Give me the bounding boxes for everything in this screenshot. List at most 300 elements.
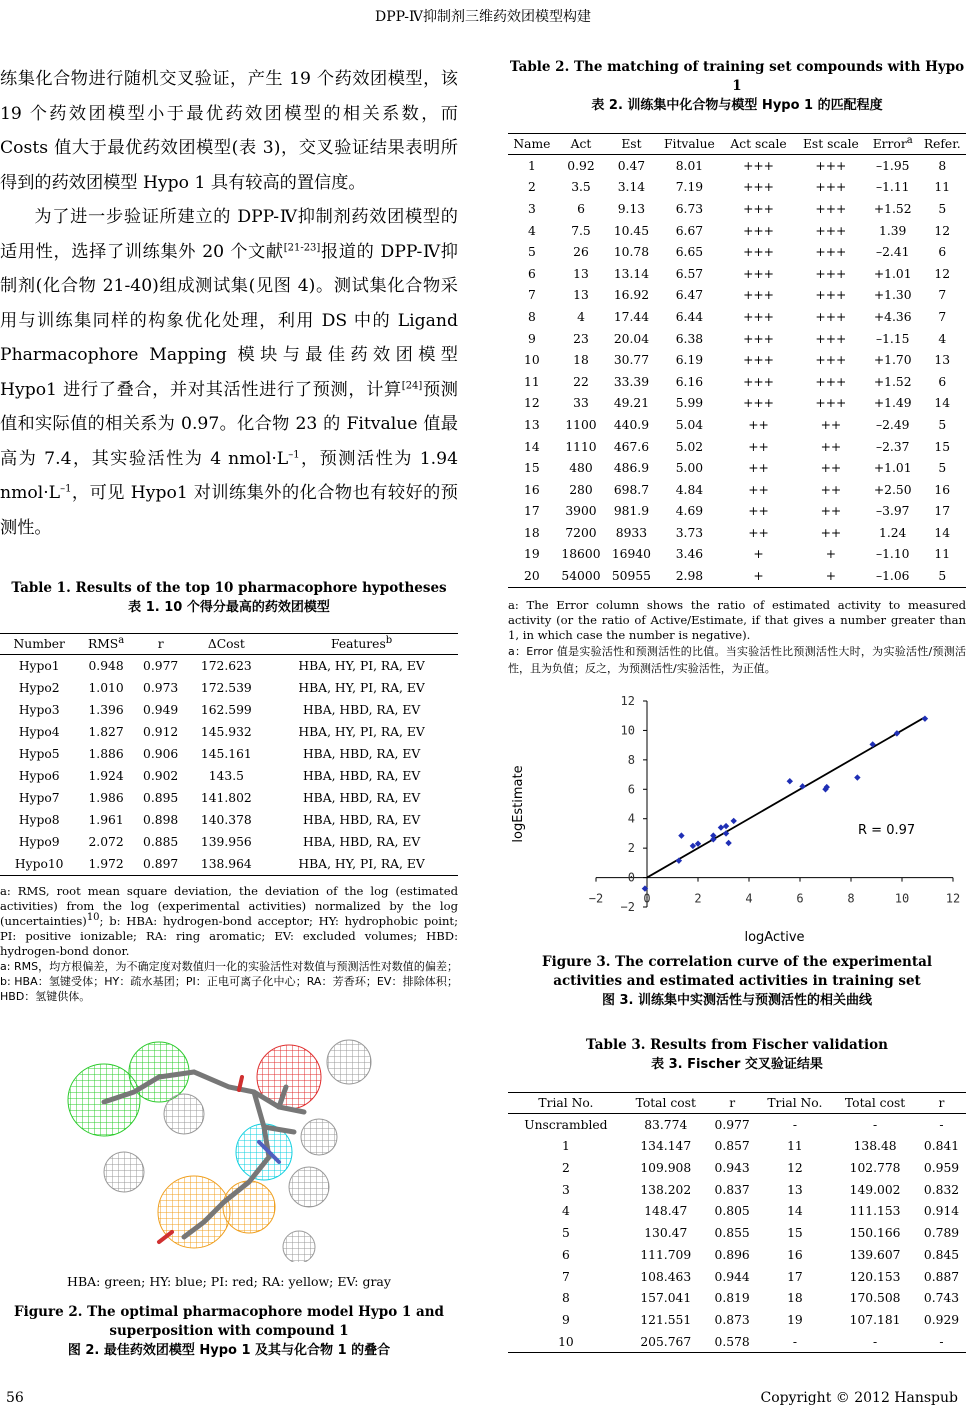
table-cell: 6.16 (675, 374, 704, 389)
table-cell: + (795, 565, 867, 587)
table-cell: +++ (743, 309, 774, 324)
table-row (508, 1157, 966, 1179)
table-cell: 172.539 (200, 681, 252, 695)
table1-note-en-a: a: RMS, root mean square deviation, the deviation of the log (estimated activities) from the log (experimental activities) normalized by the log (uncertainties) (0, 884, 458, 928)
table-cell: 981.9 (613, 504, 650, 519)
table-cell: 16.92 (613, 288, 650, 303)
table-cell: 102.778 (849, 1161, 901, 1176)
table-cell: Unscrambled (524, 1117, 608, 1132)
table-row (508, 285, 966, 307)
paragraph-2 (0, 200, 458, 545)
table-row (0, 743, 458, 765)
table-row (508, 544, 966, 566)
table-cell: 2.072 (88, 835, 124, 849)
data-point (922, 715, 928, 721)
figure3-caption-en: Figure 3. The correlation curve of the experimental activities and estimated activities in training set (542, 953, 932, 989)
table-cell: 5 (938, 201, 947, 216)
table-cell: 0.743 (923, 1291, 960, 1306)
table-cell: 10.45 (613, 223, 650, 238)
table-cell: 1.39 (879, 223, 907, 238)
table-cell: 23 (573, 331, 589, 346)
para2-text-b: 报道的 DPP-Ⅳ抑制剂(化合物 21-40)组成测试集(见图 4)。测试集化合物采用与训练集同样的构象优化处理，利用 DS 中的 Ligand Pharmacophore Mapping 模块与最佳药效团模型 Hypo1 进行了叠合，并对其活性进行了预测，计算 (0, 241, 458, 400)
table-cell: 157.041 (640, 1291, 692, 1306)
table-cell: +++ (815, 180, 847, 195)
table-cell: 17 (934, 504, 951, 519)
table-cell: 17 (787, 1269, 803, 1284)
table2-caption (508, 58, 966, 115)
table-cell: 6.57 (675, 266, 704, 281)
x-tick-label: 12 (945, 891, 961, 906)
table-row (508, 1244, 966, 1266)
table-cell: HBA, HBD, RA, EV (302, 813, 421, 827)
table-cell: 14 (934, 525, 951, 540)
table-cell: - (917, 1331, 966, 1353)
table-cell: 18 (573, 353, 589, 368)
table-cell: 172.623 (200, 659, 252, 673)
citation-24: [24] (401, 379, 423, 391)
table-cell: ++ (820, 461, 842, 476)
data-point (731, 818, 737, 824)
t2-header-label: Act scale (730, 137, 787, 151)
table-cell: ++ (748, 439, 769, 454)
right-column (508, 50, 966, 1353)
table-cell: 10 (524, 353, 540, 368)
table-cell: +++ (815, 223, 847, 238)
table-cell: 6 (527, 266, 536, 281)
t3-header-label: Trial No. (538, 1095, 594, 1110)
data-point (854, 774, 860, 780)
table-row (508, 328, 966, 350)
y-tick-label: 0 (627, 870, 635, 885)
table-cell: 0.977 (143, 659, 179, 673)
table1-caption-en: Table 1. Results of the top 10 pharmacophore hypotheses (11, 580, 447, 596)
data-point (787, 778, 793, 784)
table-cell: 170.508 (849, 1291, 901, 1306)
table-cell: +++ (815, 374, 847, 389)
table-cell: 50955 (606, 565, 656, 587)
table-cell: 26 (573, 245, 589, 260)
table-cell: 11 (787, 1139, 803, 1154)
table-cell: - (792, 1117, 797, 1132)
t2-header-3 (657, 134, 723, 155)
table-cell: 16940 (611, 547, 651, 562)
table-cell: 6 (938, 245, 947, 260)
table-cell: 13 (573, 288, 589, 303)
table-cell: +++ (743, 331, 774, 346)
table-cell: 3900 (565, 504, 597, 519)
table-cell: 5.00 (675, 461, 704, 476)
t2-header-label: Est scale (802, 137, 859, 151)
table-cell: HBA, HY, PI, RA, EV (298, 681, 425, 695)
table-cell: + (825, 547, 837, 562)
table-row (508, 1266, 966, 1288)
t1-header-label: RMS (87, 637, 119, 651)
table-cell: 149.002 (849, 1182, 901, 1197)
table-cell: HBA, HBD, RA, EV (302, 703, 421, 717)
table-row (508, 1309, 966, 1331)
t3-header-2 (708, 1092, 757, 1113)
table-cell: 7 (938, 309, 947, 324)
table1 (0, 633, 458, 876)
table-cell: HBA, HY, PI, RA, EV (298, 725, 425, 739)
table-row (0, 831, 458, 853)
paragraph-1: 练集化合物进行随机交叉验证，产生 19 个药效团模型，该 19 个药效团模型小于最优药效团模型的相关系数，而 Costs 值大于最优药效团模型(表 3)，交叉验证结果表明所得到的药效团模型 Hypo 1 具有较高的置信度。 (0, 69, 458, 193)
table-cell: 145.932 (200, 725, 252, 739)
table-cell: 12 (934, 266, 951, 281)
table-row (0, 677, 458, 699)
table-cell: 13 (787, 1182, 803, 1197)
table-cell: 6.73 (675, 201, 704, 216)
table-cell: 5 (938, 417, 947, 432)
page-number: 56 (6, 1390, 24, 1406)
t1-header-1 (78, 634, 133, 655)
table-row (508, 263, 966, 285)
table1-note-en-b: ; b: HBA: hydrogen-bond acceptor; HY: hydrophobic point; PI: positive ionizable; RA: ring aromatic; EV: excluded volumes; HBD: hydrogen-bond donor. (0, 914, 458, 958)
table-cell: 1110 (565, 439, 597, 454)
table-cell: 3.14 (617, 180, 646, 195)
table-cell: Hypo1 (18, 659, 60, 673)
table-cell: 5 (918, 565, 966, 587)
table-cell: 2.98 (657, 565, 723, 587)
table-cell: 4.69 (675, 504, 704, 519)
table-cell: +++ (743, 158, 774, 173)
t2-header-label: Error (872, 137, 907, 151)
table-cell: 1.396 (88, 703, 124, 717)
table-cell: +++ (743, 223, 774, 238)
figure2-caption-zh: 图 2. 最佳药效团模型 Hypo 1 及其与化合物 1 的叠合 (67, 1343, 391, 1358)
x-axis-title: logActive (744, 929, 805, 945)
table-cell: 33.39 (613, 374, 650, 389)
table-cell: +1.52 (873, 374, 912, 389)
table-cell: 0.949 (143, 703, 179, 717)
table-cell: 0.973 (143, 681, 179, 695)
y-tick-label: 4 (627, 811, 635, 826)
t1-header-footnote-mark: b (385, 634, 393, 646)
t2-header-label: Act (570, 137, 592, 151)
table-cell: 14 (524, 439, 540, 454)
table-cell: 1.886 (88, 747, 124, 761)
table-cell: 138.202 (640, 1182, 692, 1197)
x-tick-label: 8 (847, 891, 855, 906)
table-cell: 5 (938, 461, 947, 476)
table-cell: 0.902 (143, 769, 179, 783)
table-cell: 8933 (615, 525, 648, 540)
table-row (508, 198, 966, 220)
table-cell: 12 (524, 396, 540, 411)
table-cell: 4 (577, 309, 585, 324)
t2-header-4 (722, 134, 795, 155)
table-cell: Hypo9 (18, 835, 60, 849)
y-tick-label: −2 (620, 899, 635, 914)
table-cell: 6 (938, 374, 947, 389)
table-row (508, 522, 966, 544)
t2-header-label: Est (621, 137, 642, 151)
table-cell: 13 (573, 266, 589, 281)
table-row (508, 501, 966, 523)
table-cell: 205.767 (624, 1331, 708, 1353)
table-cell: 3 (527, 201, 536, 216)
table-cell: +++ (743, 180, 774, 195)
table-cell: 19 (524, 547, 540, 562)
figure3-chart (508, 689, 966, 945)
table-cell: 16 (787, 1247, 803, 1262)
table-cell: –1.06 (867, 565, 919, 587)
table-cell: 139.956 (200, 835, 252, 849)
table-cell: 140.378 (200, 813, 252, 827)
table-cell: 0.912 (143, 725, 179, 739)
table-cell: ++ (820, 504, 842, 519)
table-row (508, 241, 966, 263)
t2-header-1 (556, 134, 606, 155)
table-cell: 15 (524, 461, 540, 476)
table-cell: 22 (573, 374, 589, 389)
table-cell: 6 (577, 201, 585, 216)
table-cell: Hypo6 (18, 769, 60, 783)
table-cell: HBA, HBD, RA, EV (302, 747, 421, 761)
table3-caption (508, 1036, 966, 1074)
x-tick-label: 10 (894, 891, 910, 906)
table-row (508, 436, 966, 458)
table-row (508, 1179, 966, 1201)
table-cell: 138.48 (853, 1139, 897, 1154)
table-row (508, 1136, 966, 1158)
table-cell: 0.845 (923, 1247, 960, 1262)
table-cell: +++ (815, 331, 847, 346)
table-cell: Hypo7 (18, 791, 60, 805)
table-cell: 18 (524, 525, 540, 540)
table-cell: ++ (820, 525, 842, 540)
table-cell: 6.38 (675, 331, 704, 346)
para2-text-c: 预测值和实际值的相关系为 0.97。化合物 23 的 Fitvalue 值最高为 7.4，其实验活性为 4 nmol·L (0, 379, 458, 469)
t2-header-label: Refer. (923, 137, 961, 151)
table-row (508, 1222, 966, 1244)
table-cell: 6.65 (675, 245, 704, 260)
table-cell: 0.898 (143, 813, 179, 827)
table-cell: 121.551 (640, 1312, 692, 1327)
table-cell: 9 (562, 1312, 570, 1327)
t1-header-3 (188, 634, 266, 655)
table-cell: 3.46 (675, 547, 704, 562)
table-cell: 1.924 (88, 769, 124, 783)
table-cell: +1.01 (873, 461, 912, 476)
table-cell: 0.895 (143, 791, 179, 805)
x-tick-label: 6 (796, 891, 804, 906)
table-cell: 33 (573, 396, 589, 411)
copyright: Copyright © 2012 Hanspub (760, 1390, 958, 1406)
table-cell: +2.50 (873, 482, 912, 497)
correlation-annotation: R = 0.97 (858, 822, 916, 838)
table-cell: 13 (934, 353, 951, 368)
t1-header-4 (265, 634, 458, 655)
table-cell: +++ (743, 353, 774, 368)
table-cell: 0.977 (714, 1117, 750, 1132)
t3-header-4 (833, 1092, 917, 1113)
table2-caption-zh: 表 2. 训练集中化合物与模型 Hypo 1 的匹配程度 (591, 98, 883, 113)
table-cell: 3.5 (571, 180, 591, 195)
table-cell: 20.04 (613, 331, 650, 346)
table-cell: Hypo3 (18, 703, 60, 717)
table-row (508, 457, 966, 479)
t1-header-footnote-mark: a (118, 634, 125, 646)
table-cell: –3.97 (875, 504, 910, 519)
table-cell: –2.37 (875, 439, 910, 454)
table-cell: 698.7 (613, 482, 650, 497)
t1-header-label: Number (13, 637, 65, 651)
table2-note-en: a: The Error column shows the ratio of estimated activity to measured activity (or the ratio of Active/Estimate, if that gives a number greater than 1, in which case the number is negative). (508, 597, 966, 642)
para2-text-d: ，预测活性为 1.94 nmol·L (0, 448, 459, 503)
table-cell: 7 (562, 1269, 570, 1284)
table3-caption-en: Table 3. Results from Fischer validation (586, 1036, 888, 1053)
table-cell: 109.908 (640, 1161, 692, 1176)
x-tick-label: 2 (694, 891, 702, 906)
table-cell: 15 (934, 439, 951, 454)
table-cell: 17.44 (613, 309, 650, 324)
y-tick-label: 6 (627, 782, 635, 797)
table-cell: 12 (787, 1161, 803, 1176)
t2-header-6 (867, 134, 919, 155)
table-cell: 0.832 (923, 1182, 960, 1197)
table3 (508, 1092, 966, 1354)
figure2-caption-en: Figure 2. The optimal pharmacophore model Hypo 1 and superposition with compound 1 (14, 1304, 444, 1339)
figure2-legend: HBA: green; HY: blue; PI: red; RA: yellow; EV: gray (67, 1274, 391, 1289)
t3-header-label: r (729, 1095, 736, 1110)
table-cell: 3 (562, 1182, 570, 1197)
t3-header-3 (757, 1092, 834, 1113)
table1-note-zh: a: RMS，均方根偏差，为不确定度对数值归一化的实验活性对数值与预测活性对数值的偏差；b: HBA：氢键受体；HY：疏水基团；PI：正电可离子化中心；RA：芳香环；EV：排除体积；HBD：氢键供体。 (0, 960, 458, 1003)
table-cell: 0.819 (714, 1291, 750, 1306)
table-cell: +++ (815, 158, 847, 173)
t3-header-label: Total cost (844, 1095, 906, 1110)
table-cell: 0.873 (714, 1312, 750, 1327)
table-cell: 0.906 (143, 747, 179, 761)
table-cell: 11 (524, 374, 540, 389)
table-cell: ++ (748, 461, 769, 476)
table-row (0, 787, 458, 809)
table-cell: 0.92 (567, 158, 595, 173)
table-cell: –2.41 (875, 245, 910, 260)
t2-header-footnote-mark: a (906, 134, 913, 146)
table-cell: 0.857 (714, 1139, 750, 1154)
table-cell: –1.95 (875, 158, 910, 173)
figure3-caption (508, 953, 966, 1010)
table-cell: 0.897 (134, 853, 188, 876)
table-cell: 0.929 (923, 1312, 960, 1327)
table-cell: +++ (815, 309, 847, 324)
table-cell: HBA, HY, PI, RA, EV (265, 853, 458, 876)
table-cell: 1.961 (88, 813, 124, 827)
table-cell: 18600 (561, 547, 601, 562)
table-cell: 1.827 (88, 725, 124, 739)
table-cell: +1.49 (873, 396, 912, 411)
table-cell: - (757, 1331, 834, 1353)
para2-text-e: ，可见 Hypo1 对训练集外的化合物也有较好的预测性。 (0, 483, 458, 538)
table-cell: 134.147 (640, 1139, 692, 1154)
table-cell: 1.986 (88, 791, 124, 805)
table-cell: 7200 (565, 525, 597, 540)
table-cell: 30.77 (613, 353, 650, 368)
table-cell: 7.19 (675, 180, 704, 195)
table-cell: 13.14 (613, 266, 650, 281)
table2-caption-en: Table 2. The matching of training set compounds with Hypo 1 (509, 59, 965, 94)
table-cell: - (939, 1117, 944, 1132)
t1-header-label: Features (330, 637, 386, 651)
table-cell: 83.774 (644, 1117, 688, 1132)
t2-header-0 (508, 134, 556, 155)
t1-header-0 (0, 634, 78, 655)
table-cell: +1.01 (873, 266, 912, 281)
table-row (508, 1331, 966, 1353)
running-header: DPP-Ⅳ抑制剂三维药效团模型构建 (374, 9, 591, 25)
t3-header-label: Total cost (635, 1095, 696, 1110)
table-cell: +++ (815, 266, 847, 281)
table-cell: 143.5 (208, 769, 244, 783)
table-cell: +++ (815, 353, 847, 368)
table-cell: 5.02 (675, 439, 704, 454)
t3-header-label: r (938, 1095, 945, 1110)
t1-header-2 (134, 634, 188, 655)
table-row (508, 1201, 966, 1223)
data-point (723, 823, 729, 829)
table-row (508, 220, 966, 242)
table-cell: 4 (562, 1204, 570, 1219)
table-cell: 440.9 (613, 417, 650, 432)
table-cell: 15 (787, 1226, 803, 1241)
table-cell: 11 (934, 547, 951, 562)
t2-header-label: Fitvalue (664, 137, 715, 151)
table-cell: Hypo2 (18, 681, 60, 695)
table1-note-en (0, 884, 458, 959)
table-cell: 16 (524, 482, 540, 497)
table-cell: 18 (787, 1291, 803, 1306)
table-cell: +1.52 (873, 201, 912, 216)
table-cell: Hypo8 (18, 813, 60, 827)
table-row (508, 371, 966, 393)
data-point (718, 824, 724, 830)
table-cell: ++ (748, 504, 769, 519)
t3-header-1 (624, 1092, 708, 1113)
table-cell: 162.599 (200, 703, 252, 717)
table-row (508, 565, 966, 587)
table-cell: 2 (527, 180, 536, 195)
table-cell: 20 (508, 565, 556, 587)
table-row (508, 393, 966, 415)
table-cell: + (722, 565, 795, 587)
table-cell: 1.24 (879, 525, 907, 540)
table-row (508, 349, 966, 371)
table-cell: 5 (527, 245, 536, 260)
table-cell: 0.841 (923, 1139, 960, 1154)
table-cell: ++ (748, 482, 769, 497)
table-cell: 6 (562, 1247, 570, 1262)
table-cell: +++ (743, 374, 774, 389)
table-cell: 138.964 (188, 853, 266, 876)
y-axis-title: logEstimate (511, 765, 526, 843)
table-cell: 0.948 (88, 659, 124, 673)
t1-header-label: r (157, 637, 164, 651)
table-cell: ++ (820, 439, 842, 454)
table-cell: Hypo5 (18, 747, 60, 761)
table-row (508, 414, 966, 436)
table-cell: ++ (748, 417, 769, 432)
table-cell: +++ (743, 396, 774, 411)
table-cell: +++ (743, 201, 774, 216)
table-cell: 8 (562, 1291, 570, 1306)
table-row (508, 1287, 966, 1309)
table-cell: 0.578 (708, 1331, 757, 1353)
table2-note-zh: a：Error 值是实验活性和预测活性的比值。当实验活性比预测活性大时，为实验活性/预测活性，且为负值；反之，为预测活性/实验活性，为正值。 (508, 644, 966, 675)
data-point (678, 832, 684, 838)
table2 (508, 133, 966, 588)
